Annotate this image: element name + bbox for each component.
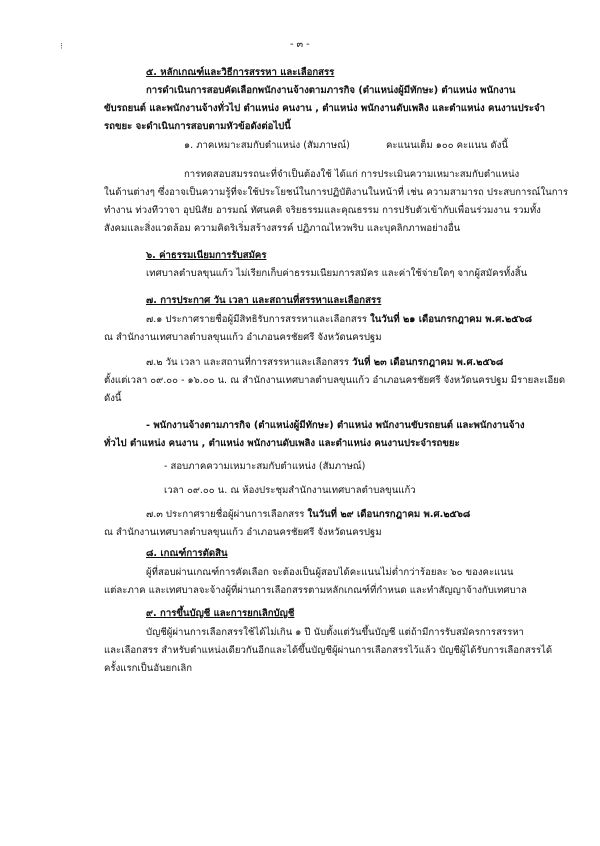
section-9-line-2: และเลือกสรร สำหรับตำแหน่งเดียวกันอีกและได้ขึ้นบัญชีผู้ผ่านการเลือกสรรไว้แล้ว บัญชีผู้ได้รับการเลือกสรรได้ [104,645,553,656]
section-7-2-line-2: ตั้งแต่เวลา ๐๙.๐๐ - ๑๖.๐๐ น. ณ สำนักงานเทศบาลตำบลขุนแก้ว อำเภอนครชัยศรี จังหวัดนครปฐม มีรายละเอียด [104,375,566,386]
section-7-bullet-2: ทั่วไป ตำแหน่ง คนงาน , ตำแหน่ง พนักงานดับเพลิง และตำแหน่ง คนงานประจำรถขยะ [104,438,460,449]
section-5-line-1: การดำเนินการสอบคัดเลือกพนักงานจ้างตามภารกิจ (ตำแหน่งผู้มีทักษะ) ตำแหน่ง พนักงาน [146,85,516,96]
section-7-exam-1: - สอบภาคความเหมาะสมกับตำแหน่ง (สัมภาษณ์) [164,461,366,472]
section-7-1-line-2: ณ สำนักงานเทศบาลตำบลขุนแก้ว อำเภอนครชัยศรี จังหวัดนครปฐม [104,332,382,343]
section-5-line-2: ขับรถยนต์ และพนักงานจ้างทั่วไป ตำแหน่ง คนงาน , ตำแหน่ง พนักงานดับเพลิง และตำแหน่ง คนงานประจำ [104,103,545,114]
section-5-desc-3: ทำงาน ท่วงทีวาจา อุปนิสัย อารมณ์ ทัศนคติ จริยธรรมและคุณธรรม การปรับตัวเข้ากับเพื่อนร่วมงาน รวมทั้ง [104,205,541,216]
section-9-heading: ๙. การขึ้นบัญชี และการยกเลิกบัญชี [146,608,295,619]
section-5-score: คะแนนเต็ม ๑๐๐ คะแนน ดังนี้ [386,140,508,151]
section-7-3-line-2: ณ สำนักงานเทศบาลตำบลขุนแก้ว อำเภอนครชัยศรี จังหวัดนครปฐม [104,527,382,538]
section-8-heading: ๘. เกณฑ์การตัดสิน [146,548,228,559]
section-9-line-1: บัญชีผู้ผ่านการเลือกสรรใช้ได้ไม่เกิน ๑ ปี นับตั้งแต่วันขึ้นบัญชี แต่ถ้ามีการรับสมัครการสรรหา [146,627,524,638]
section-5-desc-2: ในด้านต่างๆ ซึ่งอาจเป็นความรู้ที่จะใช้ประโยชน์ในการปฏิบัติงานในหน้าที่ เช่น ความสามารถ ประสบการณ์ในการ [104,187,569,198]
margin-mark: ⁝ [60,42,63,52]
page-number: - ๓ - [290,39,310,50]
section-7-3-date: ในวันที่ ๒๙ เดือนกรกฎาคม พ.ศ.๒๕๖๘ [307,509,471,520]
section-5-desc-4: สังคมและสิ่งแวดล้อม ความคิดริเริ่มสร้างสรรค์ ปฏิภาณไหวพริบ และบุคลิกภาพอย่างอื่น [104,223,461,234]
section-7-1-date: ในวันที่ ๒๑ เดือนกรกฎาคม พ.ศ.๒๕๖๘ [370,314,533,325]
section-7-1-line-1 [146,313,532,326]
section-7-3-line-1 [146,508,470,521]
section-7-exam-2: เวลา ๐๙.๐๐ น. ณ ห้องประชุมสำนักงานเทศบาลตำบลขุนแก้ว [164,485,416,496]
section-7-2-text: ๗.๒ วัน เวลา และสถานที่การสรรหาและเลือกสรร [146,357,353,368]
section-8-line-1: ผู้ที่สอบผ่านเกณฑ์การคัดเลือก จะต้องเป็นผู้สอบได้คะแนนไม่ต่ำกว่าร้อยละ ๖๐ ของคะแนน [146,567,514,578]
section-7-2-line-3: ดังนี้ [104,393,122,404]
section-5-item: ๑. ภาคเหมาะสมกับตำแหน่ง (สัมภาษณ์) [184,140,350,151]
section-7-3-text: ๗.๓ ประกาศรายชื่อผู้ผ่านการเลือกสรร [146,509,308,520]
section-7-bullet-1: - พนักงานจ้างตามภารกิจ (ตำแหน่งผู้มีทักษะ) ตำแหน่ง พนักงานขับรถยนต์ และพนักงานจ้าง [146,420,525,431]
section-5-line-3: รถขยะ จะดำเนินการสอบตามหัวข้อดังต่อไปนี้ [104,121,291,132]
section-8-line-2: แต่ละภาค และเทศบาลจะจ้างผู้ที่ผ่านการเลือกสรรตามหลักเกณฑ์ที่กำหนด และทำสัญญาจ้างกับเทศบาล [104,585,527,596]
section-6-heading: ๖. ค่าธรรมเนียมการรับสมัคร [146,250,267,261]
section-6-line-1: เทศบาลตำบลขุนแก้ว ไม่เรียกเก็บค่าธรรมเนียมการสมัคร และค่าใช้จ่ายใดๆ จากผู้สมัครทั้งสิ้น [146,268,528,279]
section-5-heading: ๕. หลักเกณฑ์และวิธีการสรรหา และเลือกสรร [146,67,335,78]
section-7-2-line-1 [146,356,503,369]
section-5-desc-1: การทดสอบสมรรถนะที่จำเป็นต้องใช้ ได้แก่ การประเมินความเหมาะสมกับตำแหน่ง [184,169,520,180]
section-7-2-date: วันที่ ๒๓ เดือนกรกฎาคม พ.ศ.๒๕๖๘ [352,357,504,368]
section-7-heading: ๗. การประกาศ วัน เวลา และสถานที่สรรหาและเลือกสรร [146,295,382,306]
section-9-line-3: ครั้งแรกเป็นอันยกเลิก [104,663,193,674]
section-7-1-text: ๗.๑ ประกาศรายชื่อผู้มีสิทธิรับการสรรหาและเลือกสรร [146,314,371,325]
